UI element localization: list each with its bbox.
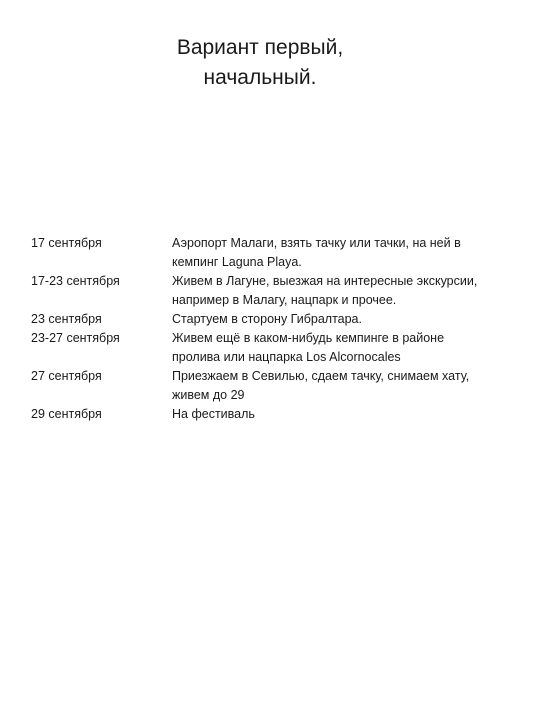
description-line: Живем ещё в каком-нибудь кемпинге в районе [172, 331, 445, 345]
schedule-row [31, 310, 501, 329]
schedule-description [172, 329, 501, 367]
title-line-1: Вариант первый, [176, 36, 344, 59]
schedule-description [172, 405, 501, 424]
schedule-row [31, 329, 501, 367]
schedule-date: 17 сентября [31, 236, 102, 250]
schedule-date: 23-27 сентября [31, 331, 120, 345]
description-line: живем до 29 [172, 388, 245, 402]
schedule-row [31, 405, 501, 424]
schedule-date: 29 сентября [31, 407, 102, 421]
schedule-date: 23 сентября [31, 312, 102, 326]
schedule-row [31, 272, 501, 310]
schedule-list [31, 234, 501, 424]
schedule-date: 17-23 сентября [31, 274, 120, 288]
schedule-description [172, 234, 501, 272]
description-line: Живем в Лагуне, выезжая на интересные экскурсии, [172, 274, 478, 288]
schedule-description [172, 310, 501, 329]
schedule-description [172, 272, 501, 310]
description-line: Аэропорт Малаги, взять тачку или тачки, на ней в [172, 236, 461, 250]
schedule-row [31, 367, 501, 405]
title-line-2: начальный. [203, 66, 317, 89]
schedule-description [172, 367, 501, 405]
description-line: Стартуем в сторону Гибралтара. [172, 312, 362, 326]
description-line: кемпинг Laguna Playa. [172, 255, 302, 269]
schedule-row [31, 234, 501, 272]
description-line: Приезжаем в Севилью, сдаем тачку, снимаем хату, [172, 369, 470, 383]
page-title [130, 33, 390, 93]
description-line: пролива или нацпарка Los Alcornocales [172, 350, 401, 364]
schedule-date: 27 сентября [31, 369, 102, 383]
description-line: На фестиваль [172, 407, 255, 421]
description-line: например в Малагу, нацпарк и прочее. [172, 293, 397, 307]
